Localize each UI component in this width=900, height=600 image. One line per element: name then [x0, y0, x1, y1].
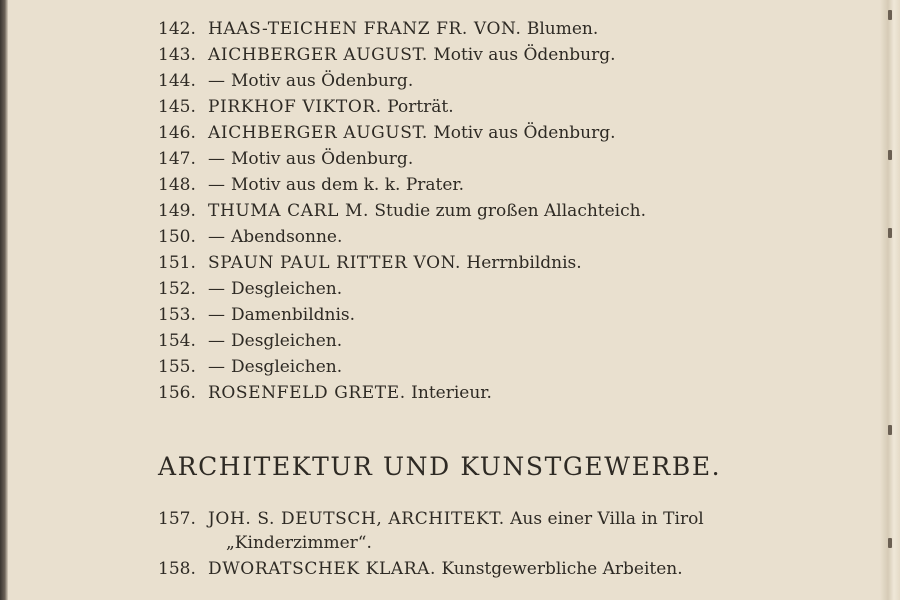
artist-name: DWORATSCHEK KLARA.	[208, 559, 437, 579]
entry-number: 155.	[158, 357, 196, 377]
entry-text	[208, 224, 342, 250]
entry-number: 143.	[158, 45, 196, 65]
entry-text	[208, 146, 413, 172]
artist-name: —	[208, 175, 226, 195]
entry-number: 156.	[158, 383, 196, 403]
entry-text	[208, 556, 683, 582]
artwork-title: Motiv aus Ödenburg.	[231, 71, 414, 91]
entry-number: 154.	[158, 331, 196, 351]
entry-number: 153.	[158, 305, 196, 325]
artist-name: AICHBERGER AUGUST.	[208, 123, 428, 143]
fold-mark	[888, 150, 892, 160]
entry-continuation: „Kinderzimmer“.	[226, 533, 372, 553]
artwork-title: Studie zum großen Allachteich.	[374, 201, 646, 221]
entry-number: 152.	[158, 279, 196, 299]
artist-name: —	[208, 279, 226, 299]
entry-text	[208, 198, 646, 224]
fold-mark	[888, 425, 892, 435]
artwork-title: Motiv aus Ödenburg.	[231, 149, 414, 169]
entry-text	[208, 328, 342, 354]
artwork-title: Interieur.	[411, 383, 492, 403]
entry-number: 142.	[158, 19, 196, 39]
entry-text	[208, 380, 492, 406]
artist-name: —	[208, 357, 226, 377]
artist-name: SPAUN PAUL RITTER VON.	[208, 253, 462, 273]
entry-number: 144.	[158, 71, 196, 91]
entry-text	[208, 354, 342, 380]
artist-name: ROSENFELD GRETE.	[208, 383, 406, 403]
artist-name: —	[208, 149, 226, 169]
entry-text	[208, 120, 616, 146]
artwork-title: Porträt.	[387, 97, 454, 117]
section-heading: ARCHITEKTUR UND KUNSTGEWERBE.	[158, 452, 722, 481]
entry-text	[208, 94, 454, 120]
entry-text	[208, 506, 704, 532]
fold-mark	[888, 10, 892, 20]
page-left-edge	[0, 0, 8, 600]
entry-number: 151.	[158, 253, 196, 273]
artist-name: JOH. S. DEUTSCH, ARCHITEKT.	[208, 509, 505, 529]
fold-mark	[888, 228, 892, 238]
entry-text	[208, 302, 355, 328]
artist-name: —	[208, 305, 226, 325]
artist-name: PIRKHOF VIKTOR.	[208, 97, 382, 117]
artwork-title: Motiv aus Ödenburg.	[433, 123, 616, 143]
artwork-title: Blumen.	[526, 19, 599, 39]
artwork-title: Damenbildnis.	[231, 305, 356, 325]
entry-text	[208, 172, 464, 198]
entry-number: 150.	[158, 227, 196, 247]
artist-name: —	[208, 227, 226, 247]
artwork-title: Desgleichen.	[231, 331, 343, 351]
artwork-title: Kunstgewerbliche Arbeiten.	[441, 559, 683, 579]
artwork-title: Herrnbildnis.	[466, 253, 582, 273]
entry-number: 148.	[158, 175, 196, 195]
entry-number: 145.	[158, 97, 196, 117]
artist-name: THUMA CARL M.	[208, 201, 369, 221]
fold-mark	[888, 538, 892, 548]
artist-name: HAAS-TEICHEN FRANZ FR. VON.	[208, 19, 522, 39]
entry-text	[208, 250, 582, 276]
artist-name: —	[208, 331, 226, 351]
artwork-title: Desgleichen.	[231, 357, 343, 377]
entry-number: 146.	[158, 123, 196, 143]
entry-number: 147.	[158, 149, 196, 169]
entry-number: 157.	[158, 509, 196, 529]
entry-number: 158.	[158, 559, 196, 579]
entry-text	[208, 42, 616, 68]
artwork-title: Abendsonne.	[231, 227, 343, 247]
entry-text	[208, 16, 598, 42]
page-fold	[880, 0, 900, 600]
artwork-title: Motiv aus Ödenburg.	[433, 45, 616, 65]
artist-name: —	[208, 71, 226, 91]
entry-number: 149.	[158, 201, 196, 221]
artist-name: AICHBERGER AUGUST.	[208, 45, 428, 65]
artwork-title: Motiv aus dem k. k. Prater.	[231, 175, 465, 195]
artwork-title: Aus einer Villa in Tirol	[510, 509, 704, 529]
entry-text	[208, 68, 413, 94]
entry-text	[208, 276, 342, 302]
artwork-title: Desgleichen.	[231, 279, 343, 299]
